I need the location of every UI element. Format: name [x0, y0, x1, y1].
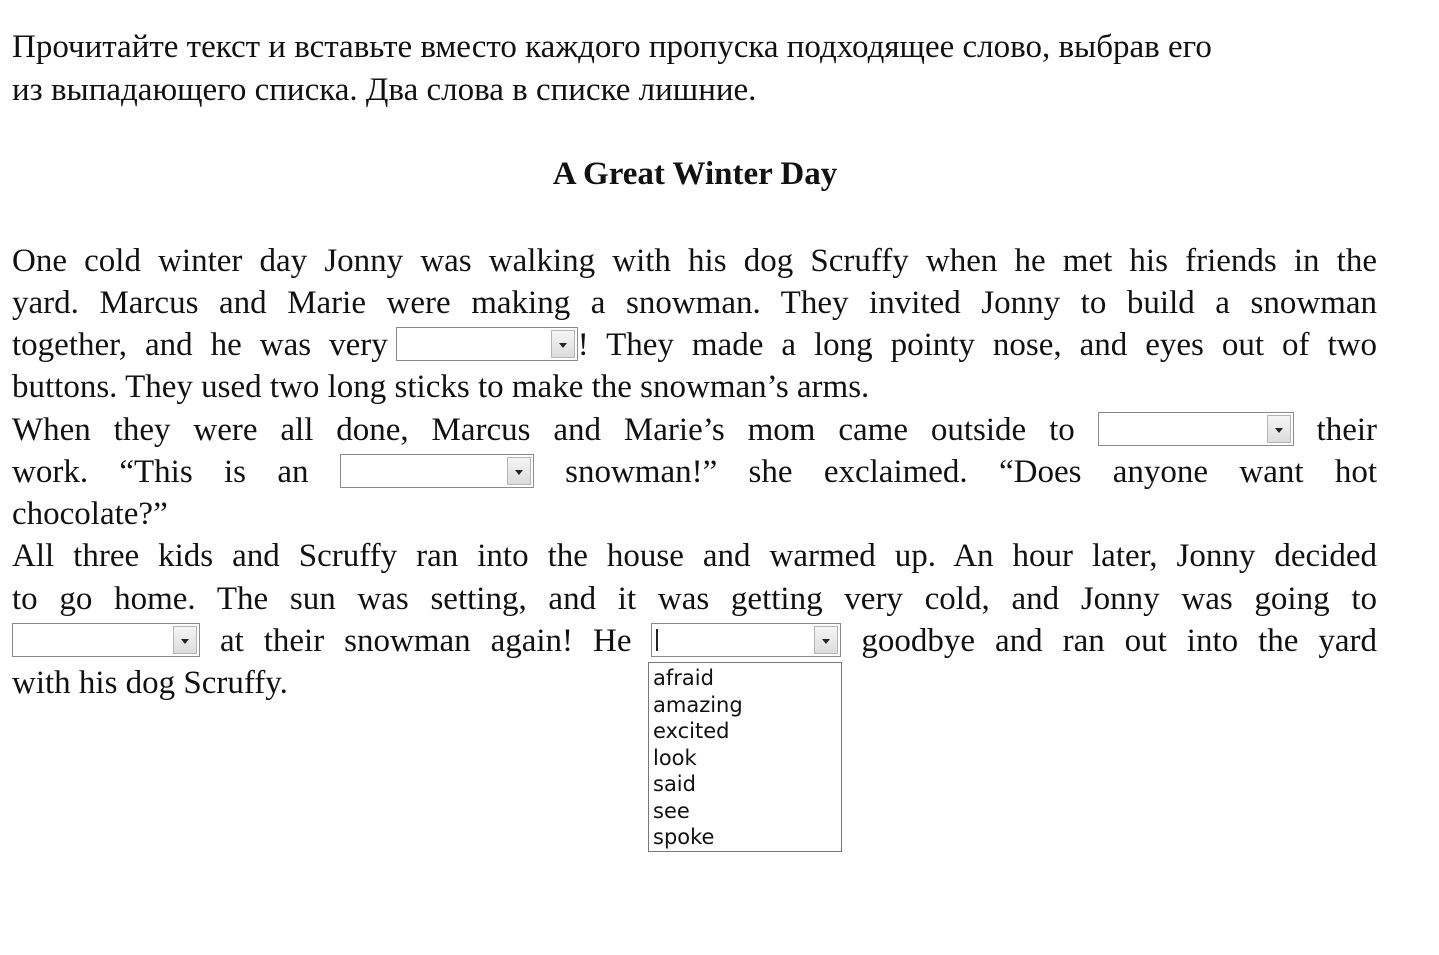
answer-dropdown-3[interactable] — [340, 454, 534, 488]
dropdown-option[interactable]: spoke — [653, 825, 715, 849]
text-line — [12, 409, 1377, 452]
text-title: A Great Winter Day — [552, 156, 838, 192]
text-line: All three kids and Scruffy ran into the house and warmed up. An hour later, Jonny decided — [12, 538, 1377, 574]
chevron-down-icon[interactable] — [507, 457, 531, 485]
chevron-down-icon[interactable] — [1267, 415, 1291, 443]
text-line: to go home. The sun was setting, and it was getting very cold, and Jonny was going to — [12, 581, 1377, 617]
chevron-down-icon[interactable] — [551, 330, 575, 358]
text-fragment: their — [1316, 412, 1378, 448]
chevron-down-icon[interactable] — [814, 626, 838, 654]
dropdown-option[interactable]: excited — [653, 719, 730, 743]
text-fragment: together, and he was very — [12, 327, 388, 363]
dropdown-option[interactable]: said — [653, 772, 696, 796]
text-fragment: goodbye and ran out into the yard — [861, 623, 1377, 659]
answer-dropdown-5[interactable] — [651, 623, 841, 657]
text-cursor — [656, 629, 658, 651]
text-line: yard. Marcus and Marie were making a snowman. They invited Jonny to build a snowman — [12, 285, 1377, 321]
dropdown-option[interactable]: see — [653, 798, 690, 823]
text-line — [12, 451, 1377, 494]
text-fragment: snowman!” she exclaimed. “Does anyone want hot — [565, 454, 1378, 490]
instruction-line-1: Прочитайте текст и вставьте вместо каждого пропуска подходящее слово, выбрав его — [12, 29, 1212, 65]
answer-dropdown-2[interactable] — [1098, 412, 1294, 446]
task-instruction — [12, 26, 1377, 112]
text-fragment: When they were all done, Marcus and Marie’s mom came outside to — [12, 412, 1075, 448]
dropdown-option[interactable]: look — [653, 745, 697, 770]
text-line: buttons. They used two long sticks to make the snowman’s arms. — [12, 369, 870, 405]
text-fragment: work. “This is an — [12, 454, 309, 490]
instruction-line-2: из выпадающего списка. Два слова в списке лишние. — [12, 72, 757, 108]
text-fragment: at their snowman again! He — [219, 623, 632, 659]
text-fragment: ! They made a long pointy nose, and eyes out of two — [577, 327, 1377, 363]
dropdown-option[interactable]: amazing — [653, 692, 743, 717]
text-line: chocolate?” — [12, 496, 168, 532]
text-line: with his dog Scruffy. — [12, 665, 288, 701]
dropdown-options-list[interactable] — [648, 662, 842, 852]
text-line — [12, 324, 1377, 367]
text-line — [12, 620, 1377, 663]
dropdown-option[interactable]: afraid — [653, 666, 714, 690]
text-line: One cold winter day Jonny was walking with his dog Scruffy when he met his friends in the — [12, 243, 1377, 279]
answer-dropdown-4[interactable] — [12, 623, 200, 657]
chevron-down-icon[interactable] — [173, 626, 197, 654]
answer-dropdown-1[interactable] — [396, 327, 578, 361]
